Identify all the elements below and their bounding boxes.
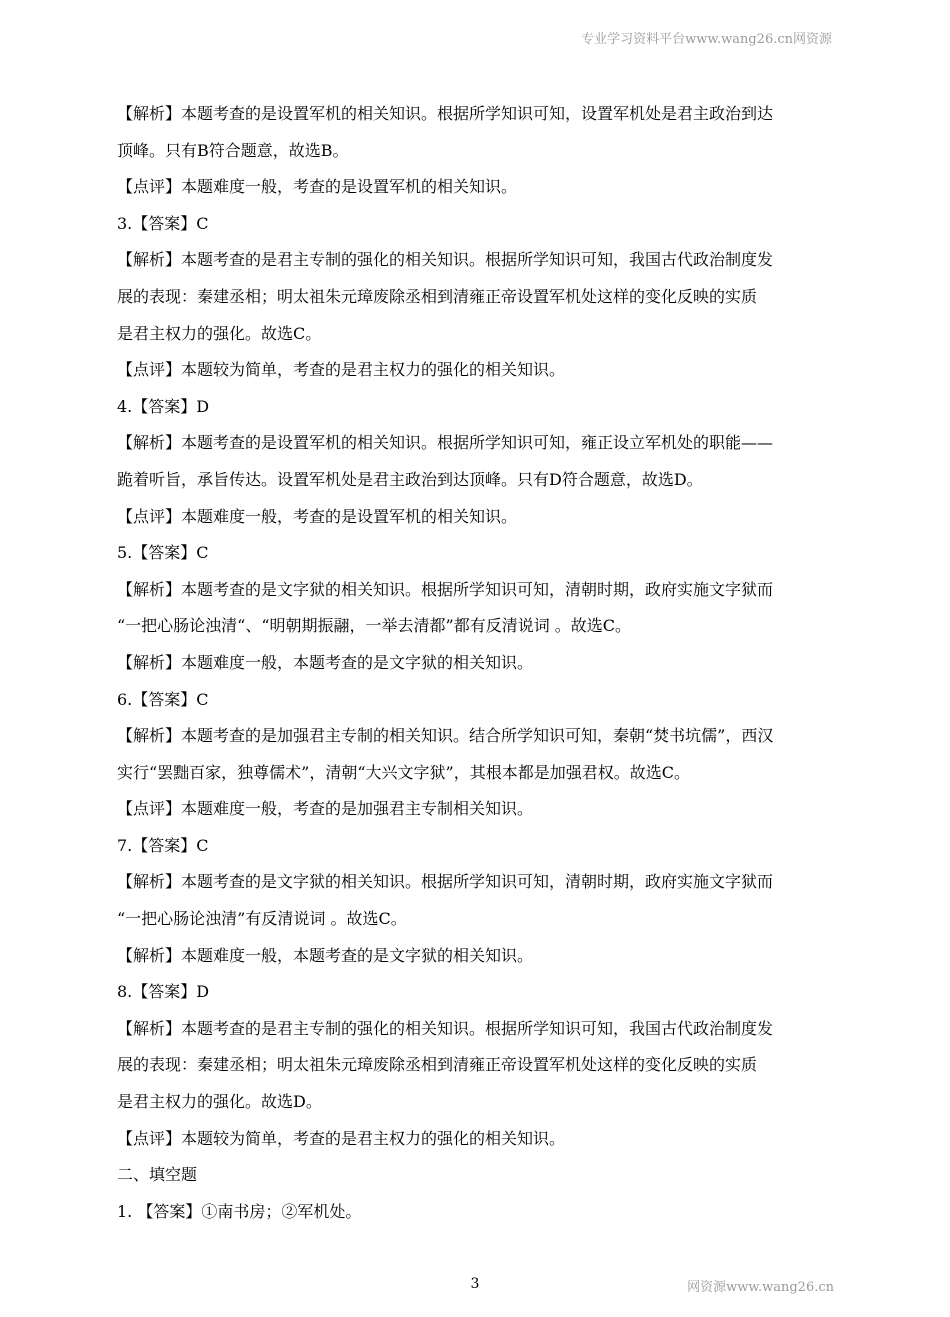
answer-heading: 7.【答案】C: [117, 835, 209, 855]
text-line: 【解析】本题考查的是加强君主专制的相关知识。结合所学知识可知，秦朝“焚书坑儒”，西汉: [117, 726, 774, 746]
text-line: 【点评】本题难度一般，考查的是设置军机的相关知识。: [117, 177, 518, 197]
text-line: 跪着听旨，承旨传达。设置军机处是君主政治到达顶峰。只有D符合题意，故选D。: [117, 469, 703, 489]
text-line: 展的表现：秦建丞相；明太祖朱元璋废除丞相到清雍正帝设置军机处这样的变化反映的实质: [117, 286, 758, 306]
text-line: 展的表现：秦建丞相；明太祖朱元璋废除丞相到清雍正帝设置军机处这样的变化反映的实质: [117, 1055, 758, 1075]
answer-heading: 5.【答案】C: [117, 543, 209, 563]
text-line: 【解析】本题考查的是文字狱的相关知识。根据所学知识可知，清朝时期，政府实施文字狱而: [117, 872, 774, 892]
text-line: 【解析】本题难度一般，本题考查的是文字狱的相关知识。: [117, 652, 534, 672]
text-line: 【点评】本题难度一般，考查的是设置军机的相关知识。: [117, 506, 518, 526]
text-line: “一把心肠论浊清“、“明朝期振翮，一举去清都”都有反清说词 。故选C。: [117, 616, 632, 636]
text-line: 【解析】本题难度一般，本题考查的是文字狱的相关知识。: [117, 945, 534, 965]
text-line: 【点评】本题较为简单，考查的是君主权力的强化的相关知识。: [117, 1128, 566, 1148]
answer-heading: 1. 【答案】①南书房；②军机处。: [117, 1201, 362, 1221]
text-line: 是君主权力的强化。故选C。: [117, 323, 322, 343]
text-line: 【解析】本题考查的是设置军机的相关知识。根据所学知识可知，设置军机处是君主政治到达: [117, 104, 774, 123]
text-line: 【解析】本题考查的是君主专制的强化的相关知识。根据所学知识可知，我国古代政治制度发: [117, 250, 774, 270]
answer-heading: 4.【答案】D: [117, 396, 210, 416]
text-line: “一把心肠论浊清”有反清说词 。故选C。: [117, 909, 407, 929]
text-line: 【点评】本题难度一般，考查的是加强君主专制相关知识。: [117, 799, 534, 819]
text-line: 是君主权力的强化。故选D。: [117, 1092, 322, 1112]
text-line: 顶峰。只有B符合题意，故选B。: [117, 140, 349, 160]
section-heading: 二、填空题: [117, 1165, 198, 1185]
answer-heading: 6.【答案】C: [117, 689, 209, 709]
header-watermark: 专业学习资料平台www.wang26.cn网资源: [581, 32, 832, 47]
text-line: 【解析】本题考查的是设置军机的相关知识。根据所学知识可知，雍正设立军机处的职能——: [117, 433, 774, 453]
footer-watermark: 网资源www.wang26.cn: [687, 1280, 834, 1295]
text-line: 【解析】本题考查的是文字狱的相关知识。根据所学知识可知，清朝时期，政府实施文字狱而: [117, 579, 774, 599]
document-body: [117, 96, 837, 1230]
answer-heading: 8.【答案】D: [117, 982, 210, 1002]
text-line: 【解析】本题考查的是君主专制的强化的相关知识。根据所学知识可知，我国古代政治制度发: [117, 1018, 774, 1038]
page-number: 3: [470, 1276, 480, 1292]
text-line: 实行“罢黜百家，独尊儒术”，清朝“大兴文字狱”，其根本都是加强君权。故选C。: [117, 762, 690, 782]
answer-heading: 3.【答案】C: [117, 213, 209, 233]
text-line: 【点评】本题较为简单，考查的是君主权力的强化的相关知识。: [117, 360, 566, 380]
